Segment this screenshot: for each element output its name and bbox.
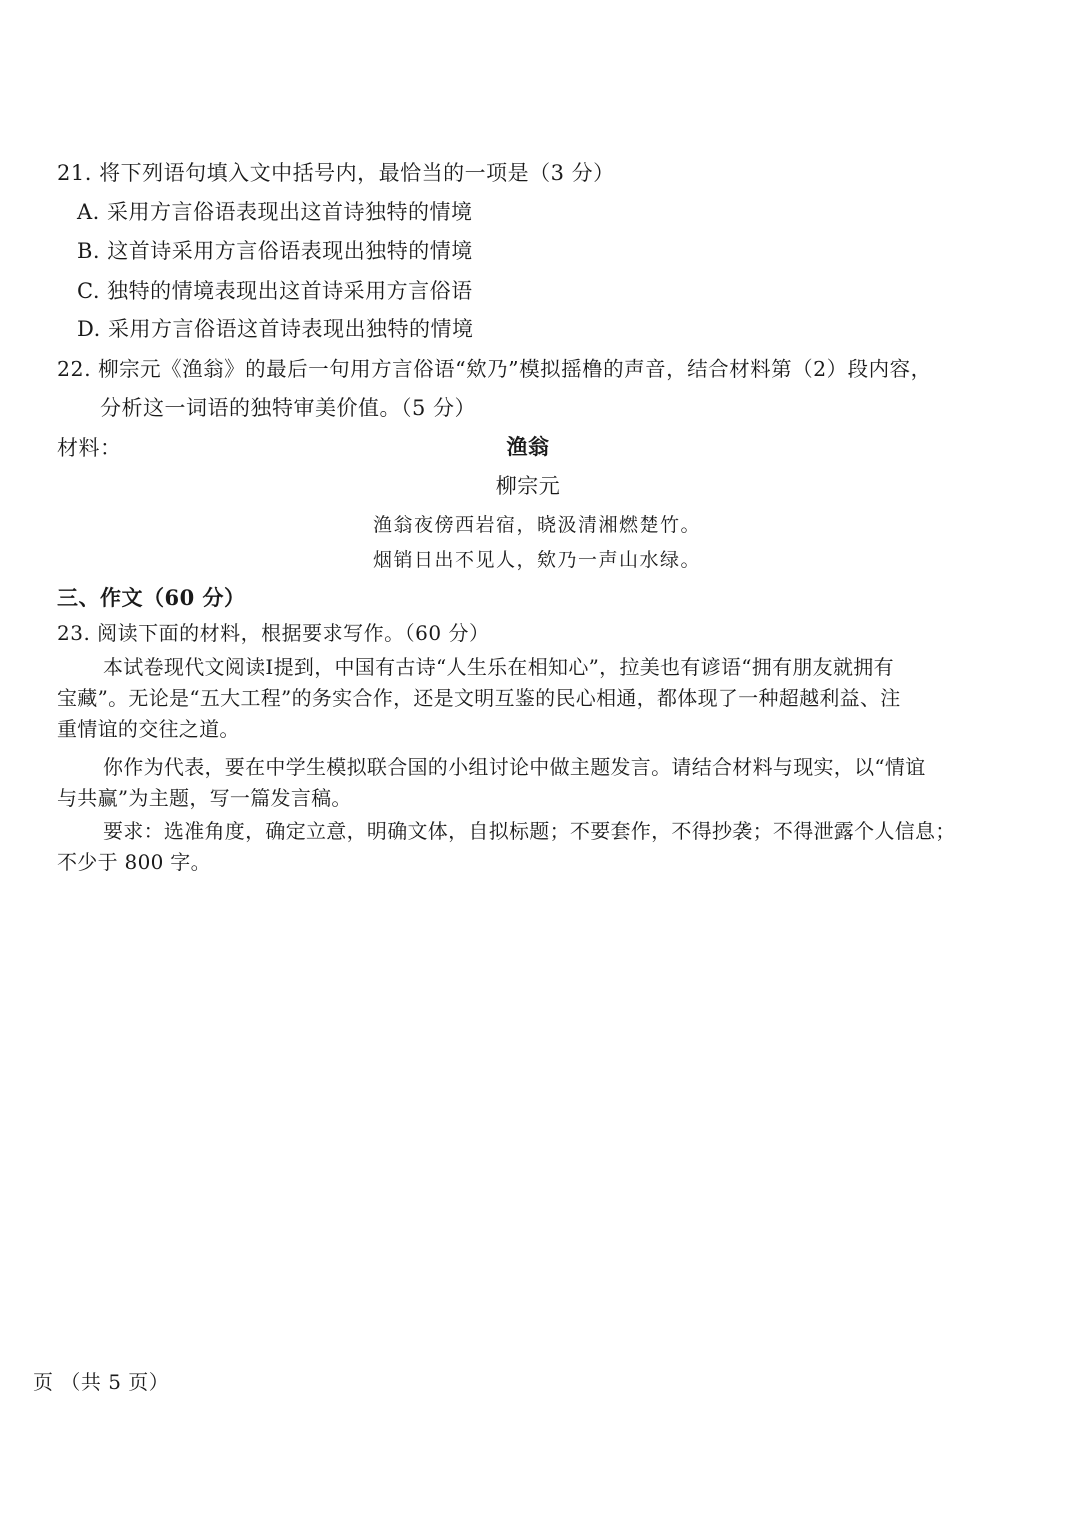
para2-line: 你作为代表，要在中学生模拟联合国的小组讨论中做主题发言。请结合材料与现实，以“情谊 [103,755,926,779]
essay-material-paragraph [57,652,1002,745]
para1-line: 重情谊的交往之道。 [57,717,240,741]
q21-stem: 21. 将下列语句填入文中括号内，最恰当的一项是（3 分） [57,161,615,185]
material-label: 材料： [57,436,122,460]
section-heading: 三、作文（60 分） [57,585,246,610]
para2-line: 与共赢”为主题，写一篇发言稿。 [57,786,352,810]
essay-requirements-paragraph [57,816,1002,878]
q23-stem: 23. 阅读下面的材料，根据要求写作。（60 分） [57,621,490,645]
poem-line-2: 烟销日出不见人，欸乃一声山水绿。 [373,549,702,571]
q21-option-b: B. 这首诗采用方言俗语表现出独特的情境 [77,239,473,263]
para3-line: 要求：选准角度，确定立意，明确文体，自拟标题；不要套作，不得抄袭；不得泄露个人信息； [103,819,956,843]
poem-line-1: 渔翁夜傍西岩宿，晓汲清湘燃楚竹。 [373,514,702,536]
q22-stem-line1: 22. 柳宗元《渔翁》的最后一句用方言俗语“欸乃”模拟摇橹的声音，结合材料第（2）段内容， [57,357,932,381]
q22-stem-line2: 分析这一词语的独特审美价值。（5 分） [100,396,477,420]
poem-author: 柳宗元 [495,474,561,498]
poem-title: 渔翁 [506,434,550,459]
page-footer: 页 （共 5 页） [33,1370,170,1394]
q21-option-d: D. 采用方言俗语这首诗表现出独特的情境 [77,317,474,341]
q21-option-a: A. 采用方言俗语表现出这首诗独特的情境 [77,200,473,224]
q21-option-c: C. 独特的情境表现出这首诗采用方言俗语 [77,279,473,303]
para3-line: 不少于 800 字。 [57,850,211,874]
essay-task-paragraph [57,752,1002,814]
para1-line: 本试卷现代文阅读Ⅰ提到，中国有古诗“人生乐在相知心”，拉美也有谚语“拥有朋友就拥有 [103,655,894,679]
para1-line: 宝藏”。无论是“五大工程”的务实合作，还是文明互鉴的民心相通，都体现了一种超越利益、注 [57,686,901,710]
